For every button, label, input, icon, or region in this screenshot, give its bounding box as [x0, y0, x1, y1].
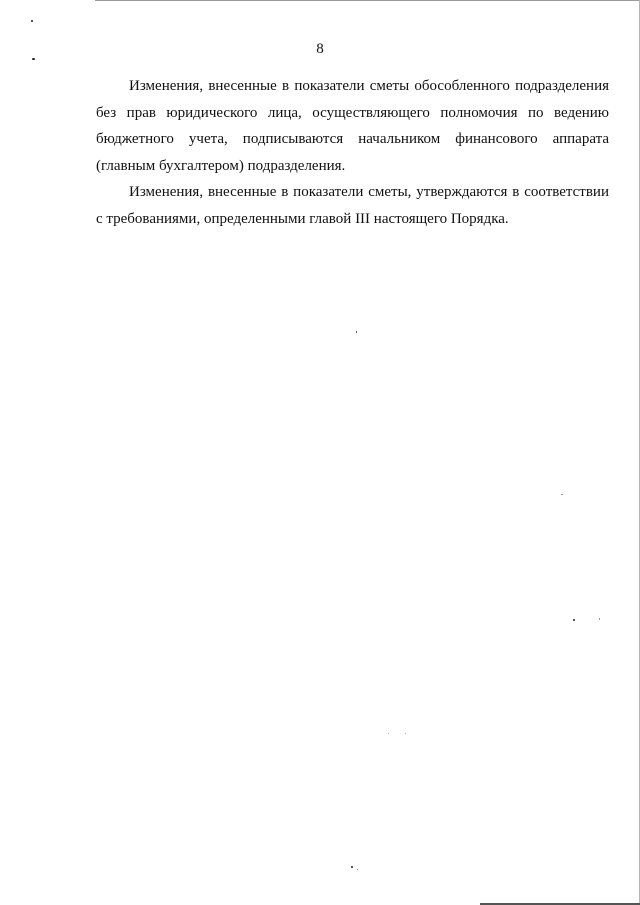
paragraph: Изменения, внесенные в показатели сметы обособленного подразделения без прав юридического лица, осуществляющего полномочия по ведению бюджетного учета, подписываются начальником финансового аппарата (главным бухгалтером) подразделения. [96, 78, 609, 174]
scan-speck [573, 619, 575, 621]
scan-speck [405, 733, 406, 734]
body-text [96, 73, 609, 232]
scan-speck [599, 618, 600, 620]
scan-speck [561, 494, 563, 495]
scan-speck [357, 869, 358, 870]
scan-speck [356, 331, 357, 333]
page-number: 8 [316, 41, 324, 57]
scan-speck [31, 20, 33, 22]
scan-speck [388, 733, 389, 734]
paragraph: Изменения, внесенные в показатели сметы, утверждаются в соответствии с требованиями, определенными главой III настоящего Порядка. [96, 184, 609, 227]
scan-speck [351, 866, 353, 868]
scan-speck [32, 58, 35, 60]
scan-edge-top [95, 0, 640, 1]
